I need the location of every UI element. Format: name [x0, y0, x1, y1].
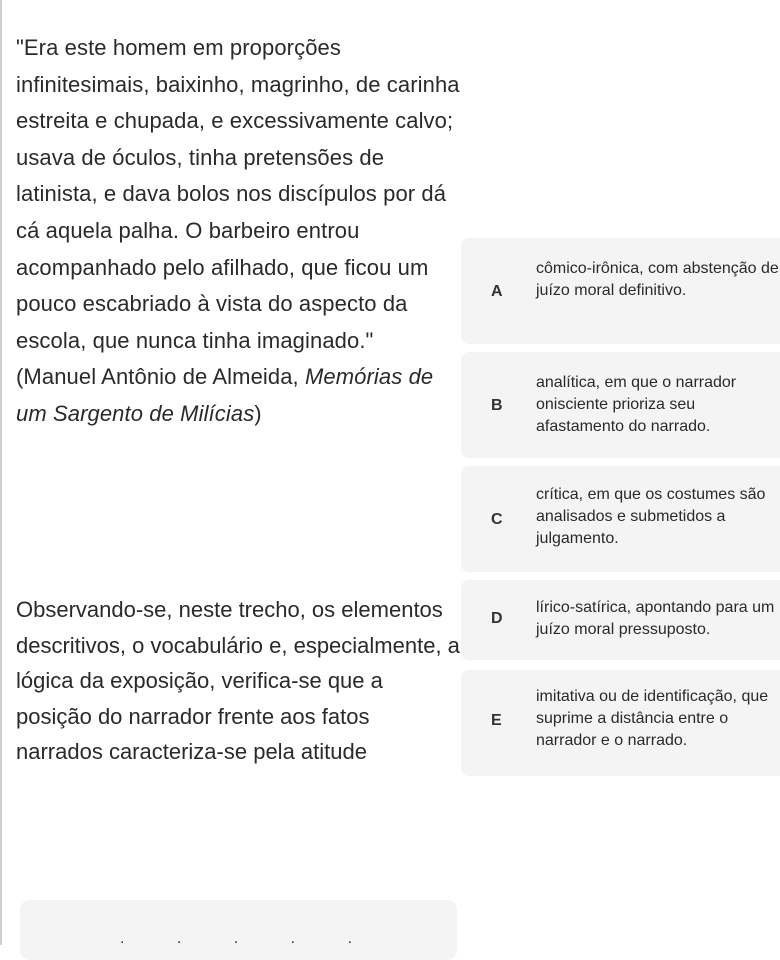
passage-source	[16, 364, 433, 426]
question-prompt: Observando-se, neste trecho, os elementos descritivos, o vocabulário e, especialmente, a lógica da exposição, verifica-se que a posição do narrador frente aos fatos narrados caracteriza-se pela atitude	[16, 597, 460, 764]
option-text: cômico-irônica, com abstenção de juízo moral definitivo.	[536, 260, 779, 299]
passage-quote: "Era este homem em proporções infinitesimais, baixinho, magrinho, de carinha estreita e chupada, e excessivamente calvo; usava de óculos, tinha pretensões de latinista, e dava bolos nos discípulos por dá cá aquela palha. O barbeiro entrou acompanhado pelo afilhado, que ficou um pouco escabriado à vista do aspecto da escola, que nunca tinha imaginado."	[16, 35, 460, 353]
passage	[16, 30, 461, 433]
option-letter: C	[491, 511, 503, 528]
option-text: analítica, em que o narrador onisciente prioriza seu afastamento do narrado.	[536, 374, 737, 435]
option-a[interactable]	[461, 238, 780, 344]
source-close: )	[254, 400, 262, 426]
option-c[interactable]	[461, 466, 780, 572]
option-text: lírico-satírica, apontando para um juízo moral pressuposto.	[536, 599, 775, 638]
source-open: (Manuel Antônio de Almeida,	[16, 364, 305, 390]
option-d[interactable]	[461, 580, 780, 660]
option-e[interactable]	[461, 670, 780, 776]
option-letter: E	[491, 712, 502, 729]
answer-card[interactable]	[20, 900, 457, 960]
option-text: imitativa ou de identificação, que suprime a distância entre o narrador e o narrado.	[536, 688, 769, 749]
option-letter: B	[491, 397, 503, 414]
option-b[interactable]	[461, 352, 780, 458]
option-letter: A	[491, 283, 503, 300]
passage-text	[16, 30, 461, 433]
left-divider	[0, 0, 2, 945]
answer-card-text: . . . . .	[120, 930, 377, 947]
option-letter: D	[491, 610, 503, 627]
option-text: crítica, em que os costumes são analisados e submetidos a julgamento.	[536, 486, 766, 547]
source-title: Memórias de um Sargento de Milícias	[16, 364, 434, 426]
